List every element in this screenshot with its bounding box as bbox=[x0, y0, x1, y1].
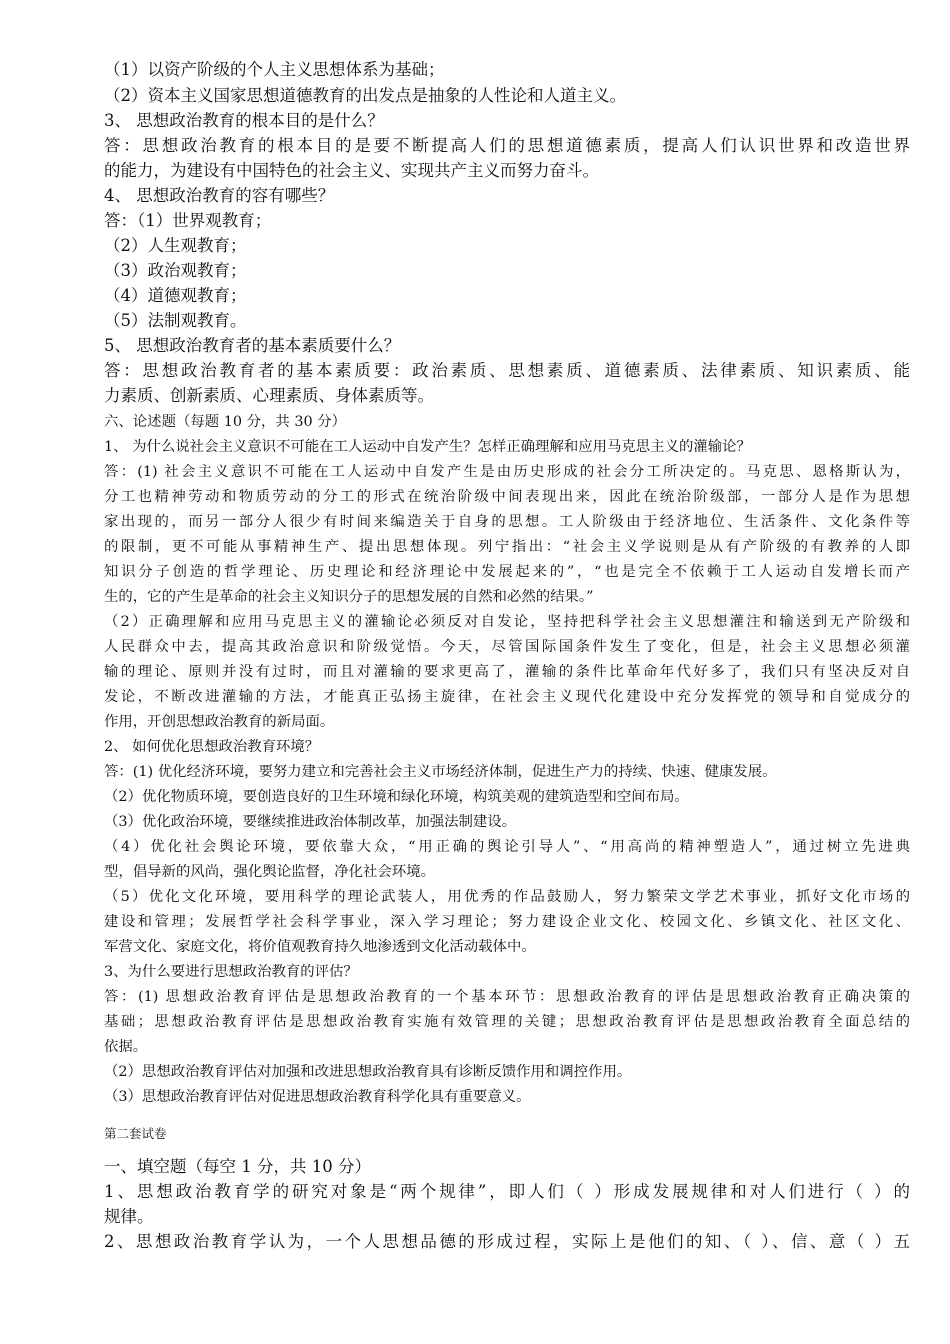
list-item: （3）政治观教育； bbox=[104, 261, 247, 280]
answer-line: 基础；思想政治教育评估是思想政治教育实施有效管理的关键；思想政治教育评估是思想政治教育全面总结的 bbox=[104, 1014, 910, 1030]
section-heading: 六、论述题（每题 10 分，共 30 分） bbox=[104, 414, 346, 430]
answer-line: 军营文化、家庭文化，将价值观教育持久地渗透到文化活动载体中。 bbox=[104, 939, 536, 955]
answer-line: 家出现的，而另一部分人很少有时间来编造关于自身的思想。工人阶级由于经济地位、生活条件、文化条件等 bbox=[104, 514, 910, 530]
question-heading: 3、 思想政治教育的根本目的是什么？ bbox=[104, 111, 384, 130]
answer-line: 型，倡导新的风尚，强化舆论监督，净化社会环境。 bbox=[104, 864, 435, 880]
list-item: （2）资本主义国家思想道德教育的出发点是抽象的人性论和人道主义。 bbox=[104, 86, 626, 105]
list-item: （2）人生观教育； bbox=[104, 236, 247, 255]
question-heading: 5、 思想政治教育者的基本素质要什么？ bbox=[104, 336, 401, 355]
question-heading: 2、 如何优化思想政治教育环境？ bbox=[104, 739, 320, 755]
question-heading: 1、 为什么说社会主义意识不可能在工人运动中自发产生？怎样正确理解和应用马克思主义的灌输论？ bbox=[104, 439, 751, 455]
question-line: 2、思想政治教育学认为，一个人思想品德的形成过程，实际上是他们的知、（ ）、信、意（ ）五 bbox=[104, 1232, 910, 1251]
section-heading: 一、填空题（每空 1 分，共 10 分） bbox=[104, 1157, 371, 1176]
question-line: 1、思想政治教育学的研究对象是“两个规律”，即人们（ ）形成发展规律和对人们进行（ ）的 bbox=[104, 1182, 910, 1201]
answer-line: 答：思想政治教育的根本目的是要不断提高人们的思想道德素质，提高人们认识世界和改造世界 bbox=[104, 136, 910, 155]
answer-line: 答：（1）世界观教育； bbox=[104, 211, 272, 230]
answer-line: 输的理论、原则并没有过时，而且对灌输的要求更高了，灌输的条件比革命年代好多了，我们只有坚决反对自 bbox=[104, 664, 910, 680]
list-item: （3）优化政治环境，要继续推进政治体制改革，加强法制建设。 bbox=[104, 814, 517, 830]
answer-line: 生的，它的产生是革命的社会主义知识分子的思想发展的自然和必然的结果。” bbox=[104, 589, 594, 605]
question-heading: 3、为什么要进行思想政治教育的评估？ bbox=[104, 964, 358, 980]
answer-line: 分工也精神劳动和物质劳动的分工的形式在统治阶级中间表现出来，因此在统治阶级部，一部分人是作为思想 bbox=[104, 489, 910, 505]
answer-line: （2）正确理解和应用马克思主义的灌输论必须反对自发论，坚持把科学社会主义思想灌注和输送到无产阶级和 bbox=[104, 614, 910, 630]
answer-line: 依据。 bbox=[104, 1039, 148, 1055]
list-item: （4）优化社会舆论环境，要依靠大众，“用正确的舆论引导人”、“用高尚的精神塑造人”，通过树立先进典 bbox=[104, 839, 910, 855]
answer-line: 答：(1) 优化经济环境，要努力建立和完善社会主义市场经济体制，促进生产力的持续、快速、健康发展。 bbox=[104, 764, 777, 780]
answer-line: 的限制，更不可能从事精神生产、提出思想体现。列宁指出：“社会主义学说则是从有产阶级的有教养的人即 bbox=[104, 539, 910, 555]
list-item: （1）以资产阶级的个人主义思想体系为基础； bbox=[104, 60, 445, 79]
answer-line: 力素质、创新素质、心理素质、身体素质等。 bbox=[104, 386, 434, 405]
list-item: （3）思想政治教育评估对促进思想政治教育科学化具有重要意义。 bbox=[104, 1089, 531, 1105]
answer-line: 建设和管理；发展哲学社会科学事业，深入学习理论；努力建设企业文化、校园文化、乡镇文化、社区文化、 bbox=[104, 914, 910, 930]
answer-line: 发论，不断改进灌输的方法，才能真正弘扬主旋律，在社会主义现代化建设中充分发挥党的领导和自觉成分的 bbox=[104, 689, 910, 705]
answer-line: 作用，开创思想政治教育的新局面。 bbox=[104, 714, 335, 730]
question-heading: 4、 思想政治教育的容有哪些？ bbox=[104, 186, 335, 205]
answer-line: 人民群众中去，提高其政治意识和阶级觉悟。今天，尽管国际国条件发生了变化，但是，社会主义思想必须灌 bbox=[104, 639, 910, 655]
paper-title: 第二套试卷 bbox=[104, 1126, 167, 1141]
list-item: （5）法制观教育。 bbox=[104, 311, 247, 330]
list-item: （2）思想政治教育评估对加强和改进思想政治教育具有诊断反馈作用和调控作用。 bbox=[104, 1064, 632, 1080]
answer-line: 的能力，为建设有中国特色的社会主义、实现共产主义而努力奋斗。 bbox=[104, 161, 599, 180]
question-line: 规律。 bbox=[104, 1207, 154, 1226]
answer-line: 答：思想政治教育者的基本素质要：政治素质、思想素质、道德素质、法律素质、知识素质、能 bbox=[104, 361, 910, 380]
list-item: （4）道德观教育； bbox=[104, 286, 247, 305]
answer-line: 知识分子创造的哲学理论、历史理论和经济理论中发展起来的”，“也是完全不依赖于工人运动自发增长而产 bbox=[104, 564, 910, 580]
list-item: （5）优化文化环境，要用科学的理论武装人，用优秀的作品鼓励人，努力繁荣文学艺术事业，抓好文化市场的 bbox=[104, 889, 910, 905]
answer-line: 答：(1) 思想政治教育评估是思想政治教育的一个基本环节：思想政治教育的评估是思想政治教育正确决策的 bbox=[104, 989, 910, 1005]
answer-line: 答：(1) 社会主义意识不可能在工人运动中自发产生是由历史形成的社会分工所决定的。马克思、恩格斯认为， bbox=[104, 464, 910, 480]
list-item: （2）优化物质环境，要创造良好的卫生环境和绿化环境，构筑美观的建筑造型和空间布局。 bbox=[104, 789, 689, 805]
